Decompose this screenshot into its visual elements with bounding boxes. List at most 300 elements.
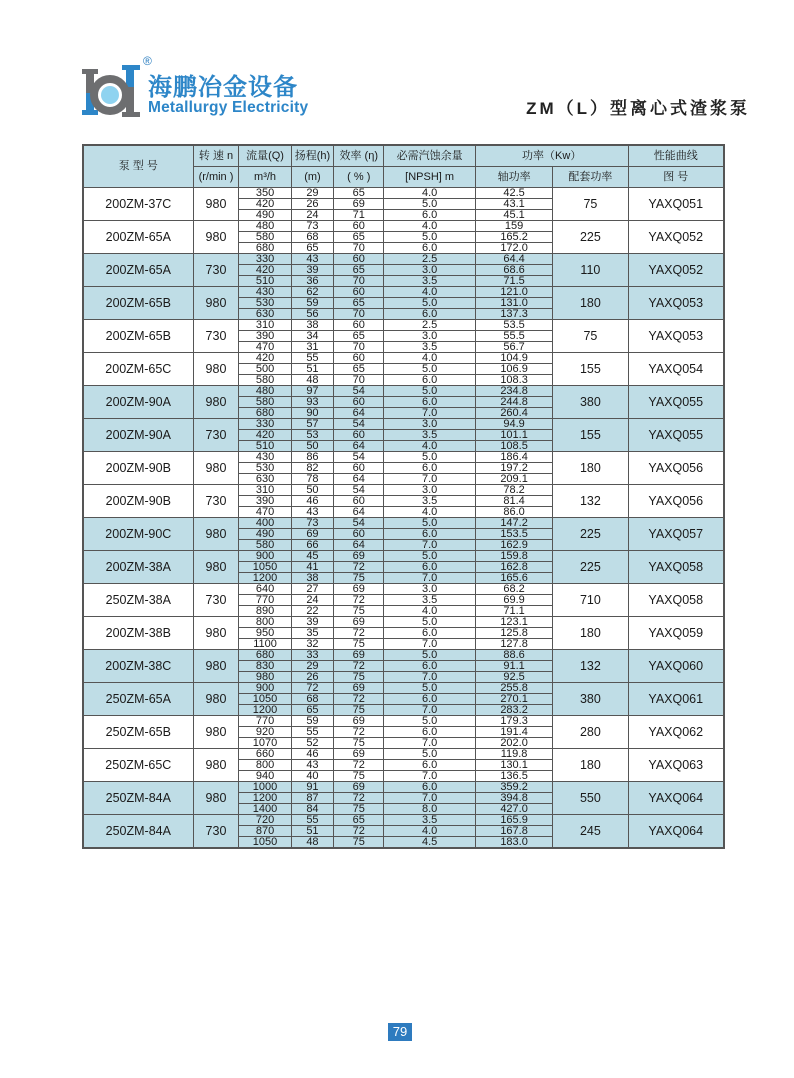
- head-cell: 45: [291, 551, 334, 562]
- model-cell: 250ZM-65A: [83, 683, 193, 716]
- head-cell: 48: [291, 837, 334, 849]
- shaft-power-cell: 147.2: [475, 518, 552, 529]
- npsh-cell: 3.0: [384, 485, 476, 496]
- shaft-power-cell: 162.8: [475, 562, 552, 573]
- efficiency-cell: 60: [334, 529, 384, 540]
- curve-no-cell: YAXQ052: [628, 221, 724, 254]
- shaft-power-cell: 131.0: [475, 298, 552, 309]
- head-cell: 43: [291, 254, 334, 265]
- flow-cell: 480: [239, 221, 291, 232]
- table-row: [83, 716, 724, 727]
- npsh-cell: 3.5: [384, 595, 476, 606]
- head-cell: 35: [291, 628, 334, 639]
- header-efficiency: 效率 (η): [334, 145, 384, 167]
- curve-no-cell: YAXQ055: [628, 386, 724, 419]
- model-cell: 250ZM-65B: [83, 716, 193, 749]
- header-shaft-power: 轴功率: [475, 167, 552, 188]
- flow-cell: 530: [239, 463, 291, 474]
- table-row: [83, 518, 724, 529]
- efficiency-cell: 60: [334, 430, 384, 441]
- shaft-power-cell: 68.2: [475, 584, 552, 595]
- flow-cell: 490: [239, 210, 291, 221]
- shaft-power-cell: 159: [475, 221, 552, 232]
- head-cell: 36: [291, 276, 334, 287]
- npsh-cell: 7.0: [384, 672, 476, 683]
- shaft-power-cell: 165.2: [475, 232, 552, 243]
- npsh-cell: 6.0: [384, 397, 476, 408]
- shaft-power-cell: 78.2: [475, 485, 552, 496]
- table-row: [83, 485, 724, 496]
- head-cell: 68: [291, 694, 334, 705]
- efficiency-cell: 65: [334, 232, 384, 243]
- efficiency-cell: 65: [334, 364, 384, 375]
- head-cell: 68: [291, 232, 334, 243]
- table-row: [83, 452, 724, 463]
- shaft-power-cell: 165.9: [475, 815, 552, 826]
- head-cell: 26: [291, 199, 334, 210]
- shaft-power-cell: 121.0: [475, 287, 552, 298]
- speed-cell: 980: [193, 782, 239, 815]
- efficiency-cell: 70: [334, 309, 384, 320]
- curve-no-cell: YAXQ064: [628, 782, 724, 815]
- npsh-cell: 6.0: [384, 375, 476, 386]
- shaft-power-cell: 125.8: [475, 628, 552, 639]
- table-body: [83, 188, 724, 849]
- flow-cell: 390: [239, 331, 291, 342]
- speed-cell: 730: [193, 254, 239, 287]
- efficiency-cell: 65: [334, 188, 384, 199]
- efficiency-cell: 75: [334, 573, 384, 584]
- flow-cell: 870: [239, 826, 291, 837]
- efficiency-cell: 75: [334, 672, 384, 683]
- table-row: [83, 254, 724, 265]
- table-row: [83, 617, 724, 628]
- npsh-cell: 3.5: [384, 276, 476, 287]
- head-cell: 46: [291, 496, 334, 507]
- efficiency-cell: 75: [334, 804, 384, 815]
- npsh-cell: 6.0: [384, 463, 476, 474]
- header-curve-no: 图 号: [628, 167, 724, 188]
- speed-cell: 730: [193, 320, 239, 353]
- table-row: [83, 650, 724, 661]
- model-cell: 200ZM-90B: [83, 452, 193, 485]
- speed-cell: 980: [193, 188, 239, 221]
- efficiency-cell: 69: [334, 650, 384, 661]
- npsh-cell: 4.0: [384, 826, 476, 837]
- npsh-cell: 6.0: [384, 661, 476, 672]
- flow-cell: 720: [239, 815, 291, 826]
- model-cell: 250ZM-65C: [83, 749, 193, 782]
- npsh-cell: 5.0: [384, 683, 476, 694]
- head-cell: 39: [291, 617, 334, 628]
- shaft-power-cell: 165.6: [475, 573, 552, 584]
- motor-power-cell: 132: [553, 485, 628, 518]
- shaft-power-cell: 153.5: [475, 529, 552, 540]
- speed-cell: 730: [193, 485, 239, 518]
- head-cell: 29: [291, 661, 334, 672]
- npsh-cell: 5.0: [384, 298, 476, 309]
- shaft-power-cell: 108.3: [475, 375, 552, 386]
- head-cell: 51: [291, 826, 334, 837]
- head-cell: 65: [291, 705, 334, 716]
- npsh-cell: 3.5: [384, 496, 476, 507]
- efficiency-cell: 70: [334, 276, 384, 287]
- efficiency-cell: 70: [334, 342, 384, 353]
- company-logo: [80, 55, 320, 125]
- table-row: [83, 782, 724, 793]
- curve-no-cell: YAXQ056: [628, 485, 724, 518]
- flow-cell: 630: [239, 474, 291, 485]
- npsh-cell: 3.0: [384, 419, 476, 430]
- shaft-power-cell: 101.1: [475, 430, 552, 441]
- npsh-cell: 7.0: [384, 540, 476, 551]
- registered-mark: ®: [143, 54, 152, 68]
- table-row: [83, 815, 724, 826]
- flow-cell: 660: [239, 749, 291, 760]
- flow-cell: 330: [239, 419, 291, 430]
- head-cell: 22: [291, 606, 334, 617]
- speed-cell: 980: [193, 716, 239, 749]
- efficiency-cell: 54: [334, 485, 384, 496]
- efficiency-cell: 75: [334, 705, 384, 716]
- head-cell: 73: [291, 518, 334, 529]
- table-row: [83, 584, 724, 595]
- flow-cell: 940: [239, 771, 291, 782]
- shaft-power-cell: 69.9: [475, 595, 552, 606]
- efficiency-cell: 70: [334, 243, 384, 254]
- npsh-cell: 7.0: [384, 573, 476, 584]
- shaft-power-cell: 81.4: [475, 496, 552, 507]
- flow-cell: 1400: [239, 804, 291, 815]
- shaft-power-cell: 108.5: [475, 441, 552, 452]
- speed-cell: 730: [193, 815, 239, 849]
- shaft-power-cell: 183.0: [475, 837, 552, 849]
- head-cell: 59: [291, 298, 334, 309]
- efficiency-cell: 72: [334, 793, 384, 804]
- motor-power-cell: 245: [553, 815, 628, 849]
- model-cell: 200ZM-90A: [83, 386, 193, 419]
- table-row: [83, 320, 724, 331]
- npsh-cell: 7.0: [384, 771, 476, 782]
- efficiency-cell: 60: [334, 397, 384, 408]
- head-cell: 41: [291, 562, 334, 573]
- shaft-power-cell: 255.8: [475, 683, 552, 694]
- flow-cell: 980: [239, 672, 291, 683]
- motor-power-cell: 380: [553, 386, 628, 419]
- motor-power-cell: 155: [553, 353, 628, 386]
- shaft-power-cell: 130.1: [475, 760, 552, 771]
- curve-no-cell: YAXQ061: [628, 683, 724, 716]
- efficiency-cell: 72: [334, 760, 384, 771]
- npsh-cell: 4.0: [384, 606, 476, 617]
- speed-cell: 980: [193, 518, 239, 551]
- table-row: [83, 287, 724, 298]
- header-motor-power: 配套功率: [553, 167, 628, 188]
- head-cell: 33: [291, 650, 334, 661]
- speed-cell: 980: [193, 386, 239, 419]
- shaft-power-cell: 56.7: [475, 342, 552, 353]
- efficiency-cell: 65: [334, 331, 384, 342]
- flow-cell: 890: [239, 606, 291, 617]
- head-cell: 97: [291, 386, 334, 397]
- curve-no-cell: YAXQ062: [628, 716, 724, 749]
- head-cell: 38: [291, 320, 334, 331]
- npsh-cell: 6.0: [384, 694, 476, 705]
- efficiency-cell: 60: [334, 320, 384, 331]
- head-cell: 50: [291, 441, 334, 452]
- npsh-cell: 8.0: [384, 804, 476, 815]
- efficiency-cell: 65: [334, 298, 384, 309]
- speed-cell: 980: [193, 353, 239, 386]
- table-row: [83, 551, 724, 562]
- shaft-power-cell: 162.9: [475, 540, 552, 551]
- efficiency-cell: 64: [334, 507, 384, 518]
- head-cell: 69: [291, 529, 334, 540]
- motor-power-cell: 280: [553, 716, 628, 749]
- curve-no-cell: YAXQ058: [628, 551, 724, 584]
- header-npsh: 必需汽蚀余量: [384, 145, 476, 167]
- model-cell: 200ZM-90A: [83, 419, 193, 452]
- shaft-power-cell: 159.8: [475, 551, 552, 562]
- curve-no-cell: YAXQ063: [628, 749, 724, 782]
- efficiency-cell: 60: [334, 254, 384, 265]
- motor-power-cell: 225: [553, 551, 628, 584]
- flow-cell: 310: [239, 485, 291, 496]
- efficiency-cell: 72: [334, 595, 384, 606]
- efficiency-cell: 65: [334, 265, 384, 276]
- npsh-cell: 6.0: [384, 529, 476, 540]
- npsh-cell: 6.0: [384, 562, 476, 573]
- npsh-cell: 4.0: [384, 287, 476, 298]
- head-cell: 72: [291, 683, 334, 694]
- flow-cell: 430: [239, 452, 291, 463]
- npsh-cell: 5.0: [384, 617, 476, 628]
- flow-cell: 770: [239, 595, 291, 606]
- head-cell: 55: [291, 727, 334, 738]
- flow-cell: 800: [239, 760, 291, 771]
- head-cell: 90: [291, 408, 334, 419]
- hp-logo-icon: [80, 63, 142, 121]
- shaft-power-cell: 137.3: [475, 309, 552, 320]
- company-name-en: Metallurgy Electricity: [148, 99, 309, 116]
- efficiency-cell: 72: [334, 661, 384, 672]
- model-cell: 200ZM-65A: [83, 254, 193, 287]
- flow-cell: 1100: [239, 639, 291, 650]
- shaft-power-cell: 427.0: [475, 804, 552, 815]
- speed-cell: 730: [193, 419, 239, 452]
- efficiency-cell: 64: [334, 540, 384, 551]
- shaft-power-cell: 55.5: [475, 331, 552, 342]
- motor-power-cell: 180: [553, 287, 628, 320]
- model-cell: 200ZM-90B: [83, 485, 193, 518]
- header-flow-unit: m³/h: [239, 167, 291, 188]
- flow-cell: 500: [239, 364, 291, 375]
- curve-no-cell: YAXQ051: [628, 188, 724, 221]
- npsh-cell: 3.5: [384, 815, 476, 826]
- efficiency-cell: 72: [334, 628, 384, 639]
- flow-cell: 420: [239, 430, 291, 441]
- shaft-power-cell: 136.5: [475, 771, 552, 782]
- page-number: 79: [388, 1023, 412, 1041]
- flow-cell: 830: [239, 661, 291, 672]
- header-efficiency-unit: ( % ): [334, 167, 384, 188]
- shaft-power-cell: 186.4: [475, 452, 552, 463]
- shaft-power-cell: 45.1: [475, 210, 552, 221]
- efficiency-cell: 60: [334, 353, 384, 364]
- shaft-power-cell: 179.3: [475, 716, 552, 727]
- speed-cell: 980: [193, 452, 239, 485]
- flow-cell: 1050: [239, 837, 291, 849]
- shaft-power-cell: 94.9: [475, 419, 552, 430]
- efficiency-cell: 60: [334, 221, 384, 232]
- efficiency-cell: 75: [334, 837, 384, 849]
- speed-cell: 980: [193, 617, 239, 650]
- curve-no-cell: YAXQ060: [628, 650, 724, 683]
- flow-cell: 680: [239, 243, 291, 254]
- npsh-cell: 4.0: [384, 353, 476, 364]
- npsh-cell: 5.0: [384, 518, 476, 529]
- curve-no-cell: YAXQ053: [628, 287, 724, 320]
- efficiency-cell: 72: [334, 562, 384, 573]
- shaft-power-cell: 270.1: [475, 694, 552, 705]
- efficiency-cell: 72: [334, 826, 384, 837]
- model-cell: 200ZM-38C: [83, 650, 193, 683]
- efficiency-cell: 64: [334, 441, 384, 452]
- speed-cell: 980: [193, 221, 239, 254]
- efficiency-cell: 69: [334, 551, 384, 562]
- flow-cell: 470: [239, 342, 291, 353]
- npsh-cell: 6.0: [384, 782, 476, 793]
- header-head-unit: (m): [291, 167, 334, 188]
- efficiency-cell: 69: [334, 782, 384, 793]
- motor-power-cell: 225: [553, 518, 628, 551]
- shaft-power-cell: 64.4: [475, 254, 552, 265]
- header-curve: 性能曲线: [628, 145, 724, 167]
- efficiency-cell: 69: [334, 749, 384, 760]
- flow-cell: 420: [239, 353, 291, 364]
- head-cell: 43: [291, 760, 334, 771]
- npsh-cell: 3.5: [384, 342, 476, 353]
- flow-cell: 510: [239, 441, 291, 452]
- head-cell: 84: [291, 804, 334, 815]
- npsh-cell: 5.0: [384, 749, 476, 760]
- head-cell: 55: [291, 353, 334, 364]
- efficiency-cell: 54: [334, 419, 384, 430]
- flow-cell: 900: [239, 551, 291, 562]
- motor-power-cell: 225: [553, 221, 628, 254]
- curve-no-cell: YAXQ056: [628, 452, 724, 485]
- flow-cell: 900: [239, 683, 291, 694]
- table-row: [83, 683, 724, 694]
- shaft-power-cell: 42.5: [475, 188, 552, 199]
- head-cell: 43: [291, 507, 334, 518]
- npsh-cell: 4.0: [384, 221, 476, 232]
- curve-no-cell: YAXQ055: [628, 419, 724, 452]
- npsh-cell: 6.0: [384, 210, 476, 221]
- motor-power-cell: 380: [553, 683, 628, 716]
- head-cell: 86: [291, 452, 334, 463]
- curve-no-cell: YAXQ057: [628, 518, 724, 551]
- flow-cell: 680: [239, 408, 291, 419]
- shaft-power-cell: 53.5: [475, 320, 552, 331]
- curve-no-cell: YAXQ052: [628, 254, 724, 287]
- efficiency-cell: 69: [334, 199, 384, 210]
- flow-cell: 800: [239, 617, 291, 628]
- motor-power-cell: 550: [553, 782, 628, 815]
- flow-cell: 920: [239, 727, 291, 738]
- speed-cell: 980: [193, 551, 239, 584]
- npsh-cell: 4.0: [384, 507, 476, 518]
- motor-power-cell: 710: [553, 584, 628, 617]
- npsh-cell: 5.0: [384, 452, 476, 463]
- flow-cell: 420: [239, 199, 291, 210]
- motor-power-cell: 180: [553, 749, 628, 782]
- head-cell: 82: [291, 463, 334, 474]
- npsh-cell: 3.5: [384, 430, 476, 441]
- shaft-power-cell: 104.9: [475, 353, 552, 364]
- flow-cell: 1000: [239, 782, 291, 793]
- npsh-cell: 4.0: [384, 441, 476, 452]
- header-speed: 转 速 n: [193, 145, 239, 167]
- shaft-power-cell: 43.1: [475, 199, 552, 210]
- motor-power-cell: 110: [553, 254, 628, 287]
- efficiency-cell: 75: [334, 639, 384, 650]
- model-cell: 200ZM-65A: [83, 221, 193, 254]
- shaft-power-cell: 119.8: [475, 749, 552, 760]
- npsh-cell: 7.0: [384, 705, 476, 716]
- efficiency-cell: 54: [334, 452, 384, 463]
- efficiency-cell: 75: [334, 606, 384, 617]
- company-name-cn: 海鹏冶金设备: [148, 74, 298, 101]
- head-cell: 56: [291, 309, 334, 320]
- curve-no-cell: YAXQ058: [628, 584, 724, 617]
- table-row: [83, 221, 724, 232]
- npsh-cell: 6.0: [384, 309, 476, 320]
- flow-cell: 630: [239, 309, 291, 320]
- model-cell: 250ZM-38A: [83, 584, 193, 617]
- flow-cell: 580: [239, 232, 291, 243]
- efficiency-cell: 64: [334, 474, 384, 485]
- shaft-power-cell: 359.2: [475, 782, 552, 793]
- npsh-cell: 5.0: [384, 650, 476, 661]
- head-cell: 57: [291, 419, 334, 430]
- model-cell: 250ZM-84A: [83, 782, 193, 815]
- npsh-cell: 6.0: [384, 243, 476, 254]
- head-cell: 53: [291, 430, 334, 441]
- speed-cell: 980: [193, 650, 239, 683]
- flow-cell: 490: [239, 529, 291, 540]
- flow-cell: 430: [239, 287, 291, 298]
- flow-cell: 580: [239, 540, 291, 551]
- head-cell: 91: [291, 782, 334, 793]
- efficiency-cell: 72: [334, 727, 384, 738]
- efficiency-cell: 72: [334, 694, 384, 705]
- head-cell: 52: [291, 738, 334, 749]
- npsh-cell: 6.0: [384, 628, 476, 639]
- shaft-power-cell: 88.6: [475, 650, 552, 661]
- header-head: 扬程(h): [291, 145, 334, 167]
- head-cell: 27: [291, 584, 334, 595]
- npsh-cell: 7.0: [384, 408, 476, 419]
- table-header: [83, 145, 724, 188]
- efficiency-cell: 60: [334, 496, 384, 507]
- model-cell: 200ZM-65C: [83, 353, 193, 386]
- npsh-cell: 5.0: [384, 232, 476, 243]
- header-power: 功率（Kw）: [475, 145, 628, 167]
- efficiency-cell: 60: [334, 463, 384, 474]
- head-cell: 31: [291, 342, 334, 353]
- npsh-cell: 4.0: [384, 188, 476, 199]
